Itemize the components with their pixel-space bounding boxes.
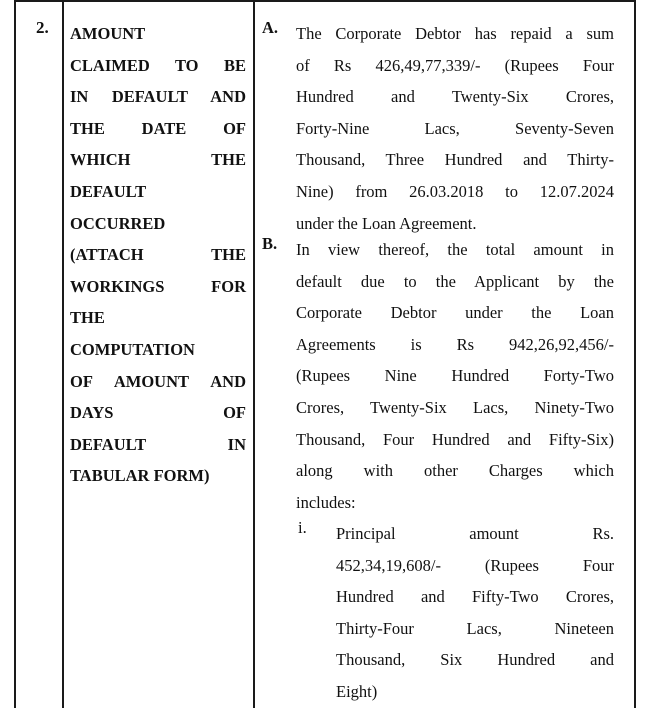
label-line: THE DATE OF: [70, 118, 246, 138]
text-line: Hundred and Fifty-Two Crores,: [336, 587, 614, 607]
text-line: Agreements is Rs 942,26,92,456/-: [296, 334, 614, 354]
text-line: Thousand, Four Hundred and Fifty-Six): [296, 429, 614, 449]
table-divider-number: [62, 0, 64, 708]
text-line: Thousand, Six Hundred and: [336, 650, 614, 670]
text-line: along with other Charges which: [296, 461, 614, 481]
text-line: under the Loan Agreement.: [296, 213, 477, 233]
label-line: COMPUTATION: [70, 339, 195, 359]
table-top-border: [14, 0, 636, 2]
label-line: CLAIMED TO BE: [70, 55, 246, 75]
text-line: of Rs 426,49,77,339/- (Rupees Four: [296, 55, 614, 75]
text-line: Corporate Debtor under the Loan: [296, 303, 614, 323]
text-line: Hundred and Twenty-Six Crores,: [296, 87, 614, 107]
label-line: DAYS OF: [70, 403, 246, 423]
label-line: DEFAULT IN: [70, 434, 246, 454]
item-a-marker: A.: [262, 18, 279, 37]
table-border-left: [14, 0, 16, 708]
label-line: OF AMOUNT AND: [70, 371, 246, 391]
text-line: Forty-Nine Lacs, Seventy-Seven: [296, 118, 614, 138]
label-line: THE: [70, 308, 105, 328]
table-border-right: [634, 0, 636, 708]
text-line: Thirty-Four Lacs, Nineteen: [336, 618, 614, 638]
item-b-marker: B.: [262, 234, 278, 253]
label-line: TABULAR FORM): [70, 466, 210, 486]
text-line: (Rupees Nine Hundred Forty-Two: [296, 366, 614, 386]
text-line: Eight): [336, 681, 378, 701]
text-line: Thousand, Three Hundred and Thirty-: [296, 150, 614, 170]
text-line: Nine) from 26.03.2018 to 12.07.2024: [296, 181, 614, 201]
item-b-text: [296, 234, 614, 518]
text-line: Crores, Twenty-Six Lacs, Ninety-Two: [296, 397, 614, 417]
text-line: includes:: [296, 492, 356, 512]
row-number: 2.: [36, 18, 49, 37]
table-divider-label: [253, 0, 255, 708]
text-line: In view thereof, the total amount in: [296, 240, 614, 259]
label-line: AMOUNT: [70, 24, 146, 43]
text-line: Principal amount Rs.: [336, 524, 614, 543]
label-line: IN DEFAULT AND: [70, 87, 246, 107]
text-line: The Corporate Debtor has repaid a sum: [296, 24, 614, 43]
label-line: WORKINGS FOR: [70, 276, 246, 296]
label-line: DEFAULT: [70, 181, 147, 201]
sub-item-i-marker: i.: [298, 518, 307, 537]
label-line: WHICH THE: [70, 150, 246, 170]
text-line: default due to the Applicant by the: [296, 271, 614, 291]
field-label: [70, 18, 246, 492]
label-line: (ATTACH THE: [70, 245, 246, 265]
sub-item-i-text: [336, 518, 614, 708]
label-line: OCCURRED: [70, 213, 166, 233]
text-line: 452,34,19,608/- (Rupees Four: [336, 555, 614, 575]
item-a-text: [296, 18, 614, 239]
